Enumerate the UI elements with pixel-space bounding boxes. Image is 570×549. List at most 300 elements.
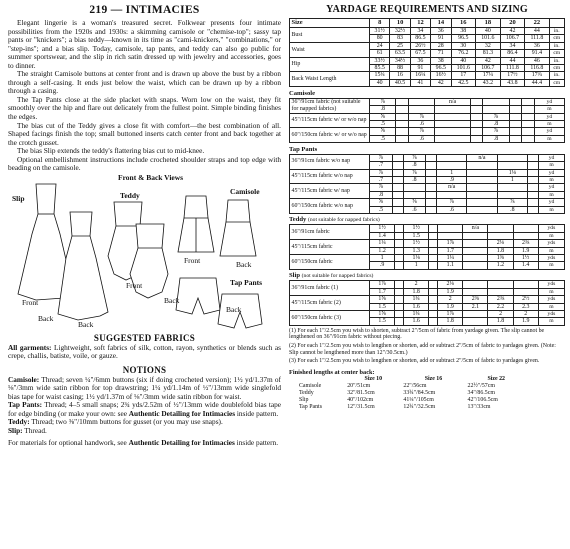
yardage-value bbox=[429, 296, 438, 303]
measurement-unit: in. bbox=[549, 28, 565, 35]
yardage-value bbox=[509, 106, 522, 113]
yardage-value: 1.1 bbox=[438, 262, 463, 269]
yardage-value bbox=[509, 120, 522, 127]
yardage-value bbox=[463, 288, 488, 295]
yardage-value bbox=[395, 281, 404, 288]
yardage-value: 1.9 bbox=[513, 318, 538, 325]
yardage-row bbox=[290, 184, 565, 191]
notion-tail: inside pattern. bbox=[235, 408, 279, 418]
notions-heading: NOTIONS bbox=[122, 364, 167, 375]
intro-paragraph: Optional embellishment instructions include crocheted shoulder straps and top edge with beading on the camisole. bbox=[8, 154, 281, 173]
finished-lengths-title: Finished lengths at center back: bbox=[289, 368, 375, 376]
yardage-value bbox=[395, 255, 404, 262]
measurement-row bbox=[290, 42, 565, 49]
yardage-value: ⅞ bbox=[370, 169, 393, 176]
yardage-row bbox=[290, 154, 565, 161]
yardage-value bbox=[528, 176, 539, 183]
fabrics-heading: SUGGESTED FABRICS bbox=[93, 332, 196, 343]
yardage-value bbox=[435, 113, 470, 120]
yardage-value: .6 bbox=[409, 135, 435, 142]
finished-length: 13"/33cm bbox=[467, 403, 491, 410]
fabric-width-label: 45"/115cm fabric w/o nap bbox=[290, 169, 370, 184]
measurement-value: 106.7 bbox=[476, 65, 501, 72]
measurement-value: 42 bbox=[500, 28, 525, 35]
measurement-unit: cm bbox=[549, 35, 565, 42]
yardage-value bbox=[528, 154, 539, 161]
yardage-footnotes bbox=[289, 328, 565, 365]
yardage-value bbox=[395, 262, 404, 269]
measurement-value: 36 bbox=[431, 28, 451, 35]
notion-body: Thread; seven ¼"/6mm buttons (six if doing crocheted version); 1½ yd/1.37m of ⅛"/3mm wide satin ribbon for top drawstring; 1¼ yd/1.14m of ½"/13mm wide singlefold bias tape for waist casing; 1½ yd/1.37m of ⅛"/3mm wide satin ribbon for waist. bbox=[8, 374, 281, 401]
yardage-unit: m bbox=[538, 288, 564, 295]
yardage-value: ⅞ bbox=[403, 169, 426, 176]
fabric-width-label: 36"/91cm fabric (1) bbox=[290, 281, 370, 296]
yardage-value bbox=[435, 120, 470, 127]
yardage-value bbox=[463, 281, 488, 288]
yardage-value bbox=[426, 191, 437, 198]
measurement-value: 88 bbox=[390, 65, 410, 72]
fabric-width-label: 36"/91cm fabric (not suitable for napped fabrics) bbox=[290, 98, 370, 113]
measurement-value: 42 bbox=[431, 79, 451, 86]
yardage-value bbox=[396, 135, 409, 142]
slip-back-label-2: Back bbox=[38, 313, 54, 323]
fabric-width-label: 60"/150cm fabric (3) bbox=[290, 311, 370, 326]
yardage-value: n/a bbox=[435, 98, 470, 105]
yardage-value bbox=[396, 113, 409, 120]
yardage-value: 1¼ bbox=[438, 255, 463, 262]
yardage-unit: m bbox=[534, 106, 564, 113]
yardage-value: n/a bbox=[463, 225, 488, 232]
finished-header: Size 22 bbox=[487, 375, 505, 382]
yardage-value: ⅞ bbox=[409, 113, 435, 120]
yardage-value bbox=[396, 106, 409, 113]
finished-garment: Camisole bbox=[299, 382, 322, 389]
yardage-unit: m bbox=[539, 176, 565, 183]
yardage-value: 1.9 bbox=[438, 288, 463, 295]
yardage-value: .6 bbox=[409, 120, 435, 127]
yardage-value bbox=[513, 225, 538, 232]
yardage-value: .9 bbox=[370, 262, 395, 269]
yardage-value: 2⅜ bbox=[513, 240, 538, 247]
yardage-value bbox=[403, 184, 426, 191]
notion-body: Thread; 4–5 small snaps; 2¾ yds/2.52m of ½"/13mm wide doublefold bias tape for edge binding (or make your own: see bbox=[8, 400, 281, 418]
yardage-unit: yds bbox=[538, 225, 564, 232]
yardage-value bbox=[463, 311, 488, 318]
yardage-value bbox=[463, 247, 488, 254]
yardage-value bbox=[488, 232, 513, 239]
yardage-value bbox=[429, 262, 438, 269]
yardage-unit: m bbox=[538, 318, 564, 325]
yardage-row bbox=[290, 225, 565, 232]
finished-lengths-table bbox=[297, 376, 527, 411]
yardage-heading: YARDAGE REQUIREMENTS AND SIZING bbox=[326, 4, 528, 15]
yardage-table-slip bbox=[289, 280, 565, 325]
measurement-value: 34 bbox=[410, 28, 430, 35]
measurement-value: 17¾ bbox=[525, 72, 549, 79]
size-header-cell: 8 bbox=[370, 19, 390, 28]
measurement-value: 44 bbox=[500, 57, 525, 64]
yardage-value bbox=[467, 184, 497, 191]
fabric-width-label: 60"/150cm fabric w/o nap bbox=[290, 199, 370, 214]
left-column bbox=[8, 4, 281, 549]
handwork-note-text: For materials for optional handwork, see bbox=[8, 438, 129, 448]
yardage-value: 1.7 bbox=[438, 247, 463, 254]
yardage-value: .5 bbox=[370, 206, 393, 213]
intro-paragraph: The bias Slip extends the teddy's flattering bias cut to mid-knee. bbox=[17, 146, 205, 156]
yardage-value bbox=[463, 262, 488, 269]
yardage-value: ⅝ bbox=[370, 128, 396, 135]
measurement-value: 34½ bbox=[390, 57, 410, 64]
measurement-value: 40.5 bbox=[390, 79, 410, 86]
yardage-value: 1⅞ bbox=[438, 311, 463, 318]
yardage-unit: yd bbox=[534, 128, 564, 135]
yardage-value: 1 bbox=[370, 255, 395, 262]
notion-lead: Camisole: bbox=[8, 374, 40, 384]
yardage-value bbox=[429, 232, 438, 239]
notion-bold-ref: Authentic Detailing for Intimacies bbox=[128, 408, 236, 418]
yardage-value bbox=[438, 232, 463, 239]
yardage-value bbox=[528, 162, 539, 169]
measurement-row bbox=[290, 57, 565, 64]
measurement-value: 40 bbox=[476, 28, 501, 35]
yardage-value: 1⅞ bbox=[438, 240, 463, 247]
yardage-value: ⅞ bbox=[370, 98, 396, 105]
yardage-value bbox=[437, 191, 467, 198]
yardage-value bbox=[528, 199, 539, 206]
size-header-row bbox=[290, 19, 565, 28]
section-name: Slip bbox=[289, 272, 300, 280]
yardage-value bbox=[528, 169, 539, 176]
yardage-value bbox=[463, 232, 488, 239]
yardage-unit: yd bbox=[534, 113, 564, 120]
camisole-back-drawing bbox=[220, 200, 256, 256]
finished-header bbox=[297, 376, 345, 383]
yardage-value bbox=[528, 191, 539, 198]
measurement-value: 33½ bbox=[370, 57, 390, 64]
measurement-value: 96.5 bbox=[431, 65, 451, 72]
yardage-value: ⅞ bbox=[483, 128, 509, 135]
yardage-value: 1¼ bbox=[370, 240, 395, 247]
measurement-value: 91 bbox=[410, 65, 430, 72]
finished-length: 12¾"/32.5cm bbox=[403, 403, 436, 410]
yardage-value bbox=[392, 162, 403, 169]
yardage-value: ⅞ bbox=[370, 184, 393, 191]
notion-tap-pants bbox=[8, 401, 281, 418]
finished-length: 40"/102cm bbox=[347, 396, 374, 403]
yardage-value bbox=[470, 113, 483, 120]
yardage-section-title bbox=[289, 272, 565, 279]
yardage-value: 1⅝ bbox=[370, 296, 395, 303]
yardage-value: 1½ bbox=[370, 225, 395, 232]
section-name: Teddy bbox=[289, 216, 307, 224]
handwork-note-tail: inside pattern. bbox=[234, 438, 279, 448]
right-column bbox=[289, 4, 565, 549]
yardage-value: .8 bbox=[497, 206, 528, 213]
yardage-value: ⅞ bbox=[483, 113, 509, 120]
measurement-value: 111.8 bbox=[525, 35, 549, 42]
measurement-value: 67.5 bbox=[410, 50, 430, 57]
yardage-value bbox=[395, 318, 404, 325]
yardage-value: 2⅜ bbox=[488, 296, 513, 303]
yardage-value: 2.1 bbox=[463, 303, 488, 310]
yardage-value bbox=[392, 199, 403, 206]
measurement-row bbox=[290, 28, 565, 35]
yardage-value bbox=[392, 169, 403, 176]
yardage-value: 1⅝ bbox=[370, 311, 395, 318]
yardage-value bbox=[522, 135, 535, 142]
yardage-row bbox=[290, 255, 565, 262]
yardage-unit: yd bbox=[539, 154, 565, 161]
yardage-value bbox=[513, 232, 538, 239]
yardage-unit: m bbox=[538, 247, 564, 254]
yardage-value bbox=[488, 281, 513, 288]
yardage-value bbox=[429, 247, 438, 254]
yardage-value bbox=[467, 191, 497, 198]
notion-slip bbox=[8, 427, 281, 436]
yardage-value: 1.8 bbox=[488, 247, 513, 254]
yardage-value: 1.3 bbox=[404, 247, 429, 254]
tap-pants-front-drawing bbox=[176, 278, 220, 314]
yardage-value bbox=[470, 120, 483, 127]
yardage-value: 1⅛ bbox=[497, 169, 528, 176]
yardage-value: 1.8 bbox=[404, 288, 429, 295]
yardage-value bbox=[509, 135, 522, 142]
yardage-value: 1.6 bbox=[404, 318, 429, 325]
yardage-value bbox=[437, 154, 467, 161]
finished-header: Size 10 bbox=[364, 375, 383, 382]
yardage-value bbox=[470, 98, 483, 105]
yardage-value bbox=[426, 162, 437, 169]
yardage-value bbox=[522, 98, 535, 105]
finished-length: 41¼"/105cm bbox=[403, 396, 434, 403]
yardage-value bbox=[395, 311, 404, 318]
yardage-value bbox=[429, 255, 438, 262]
measurement-value: 61 bbox=[370, 50, 390, 57]
yardage-value bbox=[395, 296, 404, 303]
measurement-value: 42 bbox=[476, 57, 501, 64]
yardage-value: 2.3 bbox=[513, 303, 538, 310]
slip-front-label: Front bbox=[22, 297, 39, 307]
yardage-value bbox=[470, 106, 483, 113]
yardage-value: 1.5 bbox=[404, 232, 429, 239]
yardage-value bbox=[409, 106, 435, 113]
finished-row bbox=[297, 383, 527, 390]
yardage-value: 1⅛ bbox=[404, 255, 429, 262]
yardage-row bbox=[290, 128, 565, 135]
intro-paragraph: Elegant lingerie is a woman's treasured secret. Folkwear presents four intimate possibilities from the 1920s and 1930s: a skimming camisole or "chemise-top"; sassy tap pants or "knickers"; a bias teddy—known in its time as "cami-knickers," "combinations," or "step-ins"; and a bias slip. Today, camisole, tap pants, and teddy can also go public for summer sportswear, and the slip in rich satin dressed up with jewelry and accessories, goes to dinner. bbox=[8, 18, 281, 70]
yardage-value bbox=[509, 113, 522, 120]
yardage-value bbox=[497, 154, 528, 161]
yardage-value bbox=[429, 240, 438, 247]
yardage-value bbox=[467, 176, 497, 183]
measurement-unit: in. bbox=[549, 42, 565, 49]
measurement-value: 36 bbox=[410, 57, 430, 64]
yardage-value bbox=[435, 128, 470, 135]
measurement-value: 16 bbox=[390, 72, 410, 79]
fabric-width-label: 60"/150cm fabric w/ or w/o nap bbox=[290, 128, 370, 143]
yardage-value bbox=[396, 98, 409, 105]
yardage-value bbox=[392, 184, 403, 191]
yardage-unit: yds bbox=[538, 296, 564, 303]
yardage-unit: m bbox=[534, 120, 564, 127]
fabric-width-label: 45"/115cm fabric bbox=[290, 240, 370, 255]
finished-length: 12"/31.5cm bbox=[347, 403, 375, 410]
yardage-value: 1 bbox=[497, 176, 528, 183]
measurement-value: 44.4 bbox=[525, 79, 549, 86]
measurement-value: 24 bbox=[370, 42, 390, 49]
yardage-value: 1½ bbox=[404, 240, 429, 247]
measurement-value: 28 bbox=[431, 42, 451, 49]
garment-illustration bbox=[8, 174, 281, 332]
yardage-row bbox=[290, 296, 565, 303]
yardage-value: 1.4 bbox=[513, 262, 538, 269]
yardage-value bbox=[509, 128, 522, 135]
slip-back-drawing bbox=[58, 212, 108, 320]
measurement-label: Back Waist Length bbox=[290, 72, 370, 87]
yardage-value bbox=[497, 184, 528, 191]
finished-row bbox=[297, 390, 527, 397]
measurement-value: 86.5 bbox=[410, 35, 430, 42]
yardage-value bbox=[403, 191, 426, 198]
footnote: (1) For each 1"/2.5cm you wish to shorten, subtract 2"/5cm of fabric from yardage given. The slip cannot be lengthened on 36"/91cm fabric without piecing. bbox=[289, 327, 545, 341]
camisole-label: Camisole bbox=[230, 186, 260, 196]
finished-length: 22½"/57cm bbox=[467, 382, 495, 389]
yardage-value bbox=[429, 281, 438, 288]
yardage-row bbox=[290, 113, 565, 120]
measurement-value: 17 bbox=[451, 72, 476, 79]
measurement-value: 43.2 bbox=[476, 79, 501, 86]
notion-teddy bbox=[8, 418, 281, 427]
yardage-value bbox=[438, 225, 463, 232]
measurement-value: 40 bbox=[451, 57, 476, 64]
fabrics-body: Lightweight, soft fabrics of silk, cotton, rayon, synthetics or blends such as crepe, challis, batiste, voile, or gauze. bbox=[8, 342, 281, 361]
notion-body: Thread; two ⅜"/10mm buttons for gusset (or you may use snaps). bbox=[29, 417, 223, 427]
measurement-value: 91.4 bbox=[525, 50, 549, 57]
notion-lead: Teddy: bbox=[8, 417, 30, 427]
measurement-value: 25 bbox=[390, 42, 410, 49]
yardage-value: n/a bbox=[467, 154, 497, 161]
intro-paragraph: The straight Camisole buttons at center front and is drawn up above the bust by a ribbon through a self-casing. It ends just below the waist, which can be drawn up by a ribbon through a casing. bbox=[8, 69, 281, 96]
yardage-value bbox=[470, 128, 483, 135]
yardage-unit: m bbox=[538, 262, 564, 269]
yardage-value bbox=[395, 303, 404, 310]
measurement-value: 16½ bbox=[431, 72, 451, 79]
measurement-value: 43.8 bbox=[500, 79, 525, 86]
yardage-value: n/a bbox=[437, 184, 467, 191]
yardage-value bbox=[429, 288, 438, 295]
yardage-unit: yds bbox=[538, 311, 564, 318]
intro-paragraph: The bias cut of the Teddy gives a close fit with comfort—the best combination of all. Shaped facings finish the top; small buttoned inserts catch center front and back together at the crotch gusset. bbox=[8, 120, 281, 147]
teddy-back-label: Back bbox=[164, 295, 180, 305]
yardage-value: 1.5 bbox=[370, 318, 395, 325]
tap-pants-back-label: Back bbox=[226, 304, 242, 314]
yardage-value bbox=[409, 98, 435, 105]
yardage-value bbox=[426, 206, 437, 213]
size-header-cell: 10 bbox=[390, 19, 410, 28]
yardage-section-title bbox=[289, 146, 565, 153]
yardage-value: .6 bbox=[403, 206, 426, 213]
measurement-unit: in. bbox=[549, 57, 565, 64]
measurement-label: Waist bbox=[290, 42, 370, 57]
yardage-value bbox=[395, 225, 404, 232]
measurement-value: 36 bbox=[525, 42, 549, 49]
size-header-cell: 20 bbox=[500, 19, 525, 28]
yardage-value bbox=[435, 135, 470, 142]
measurement-value: 46 bbox=[525, 57, 549, 64]
measurement-value: 31½ bbox=[370, 28, 390, 35]
fabric-width-label: 45"/115cm fabric w/ nap bbox=[290, 184, 370, 199]
measurement-value: 41 bbox=[410, 79, 430, 86]
yardage-value bbox=[467, 199, 497, 206]
measurement-value: 32 bbox=[476, 42, 501, 49]
finished-length: 33¾"/84.5cm bbox=[403, 389, 436, 396]
yardage-value bbox=[463, 240, 488, 247]
measurement-value: 17½ bbox=[500, 72, 525, 79]
measurement-label: Bust bbox=[290, 28, 370, 43]
yardage-value: 2 bbox=[438, 296, 463, 303]
yardage-value: .7 bbox=[370, 162, 393, 169]
yardage-value: 1.7 bbox=[370, 288, 395, 295]
size-header-cell: 12 bbox=[410, 19, 430, 28]
section-note: (not suitable for napped fabrics) bbox=[301, 273, 374, 280]
yardage-row bbox=[290, 98, 565, 105]
yardage-value bbox=[467, 206, 497, 213]
measurement-value: 116.8 bbox=[525, 65, 549, 72]
yardage-value: 1.2 bbox=[488, 262, 513, 269]
yardage-value: 2⅜ bbox=[463, 296, 488, 303]
yardage-row bbox=[290, 240, 565, 247]
measurement-unit: cm bbox=[549, 65, 565, 72]
fabrics-text bbox=[8, 344, 281, 361]
measurement-unit: in. bbox=[549, 72, 565, 79]
yardage-value bbox=[426, 176, 437, 183]
yardage-value bbox=[463, 255, 488, 262]
yardage-value bbox=[426, 154, 437, 161]
yardage-value: .7 bbox=[370, 176, 393, 183]
size-header-cell: 18 bbox=[476, 19, 501, 28]
yardage-value: .8 bbox=[483, 120, 509, 127]
size-header-label: Size bbox=[290, 19, 370, 28]
size-header-cell: 14 bbox=[431, 19, 451, 28]
yardage-row bbox=[290, 199, 565, 206]
yardage-row bbox=[290, 311, 565, 318]
yardage-value bbox=[483, 98, 509, 105]
yardage-value: .5 bbox=[370, 120, 396, 127]
yardage-value: .8 bbox=[370, 106, 396, 113]
yardage-value bbox=[395, 247, 404, 254]
measurement-value: 96.5 bbox=[451, 35, 476, 42]
yardage-value bbox=[488, 288, 513, 295]
finished-garment: Teddy bbox=[299, 389, 314, 396]
measurement-value: 30 bbox=[451, 42, 476, 49]
yardage-unit: yd bbox=[539, 169, 565, 176]
unit-header-cell bbox=[549, 19, 565, 28]
section-note: (not suitable for napped fabrics) bbox=[308, 217, 380, 224]
yardage-value: .8 bbox=[370, 191, 393, 198]
yardage-value: 1¾ bbox=[404, 311, 429, 318]
handwork-note bbox=[8, 439, 281, 448]
measurement-value: 16¼ bbox=[410, 72, 430, 79]
yardage-value bbox=[395, 240, 404, 247]
measurement-value: 91 bbox=[431, 35, 451, 42]
section-name: Tap Pants bbox=[289, 145, 318, 153]
measurement-value: 81.3 bbox=[476, 50, 501, 57]
yardage-value bbox=[497, 162, 528, 169]
yardage-value bbox=[513, 288, 538, 295]
finished-row bbox=[297, 397, 527, 404]
finished-garment: Slip bbox=[299, 396, 309, 403]
yardage-value: 1 bbox=[437, 169, 467, 176]
